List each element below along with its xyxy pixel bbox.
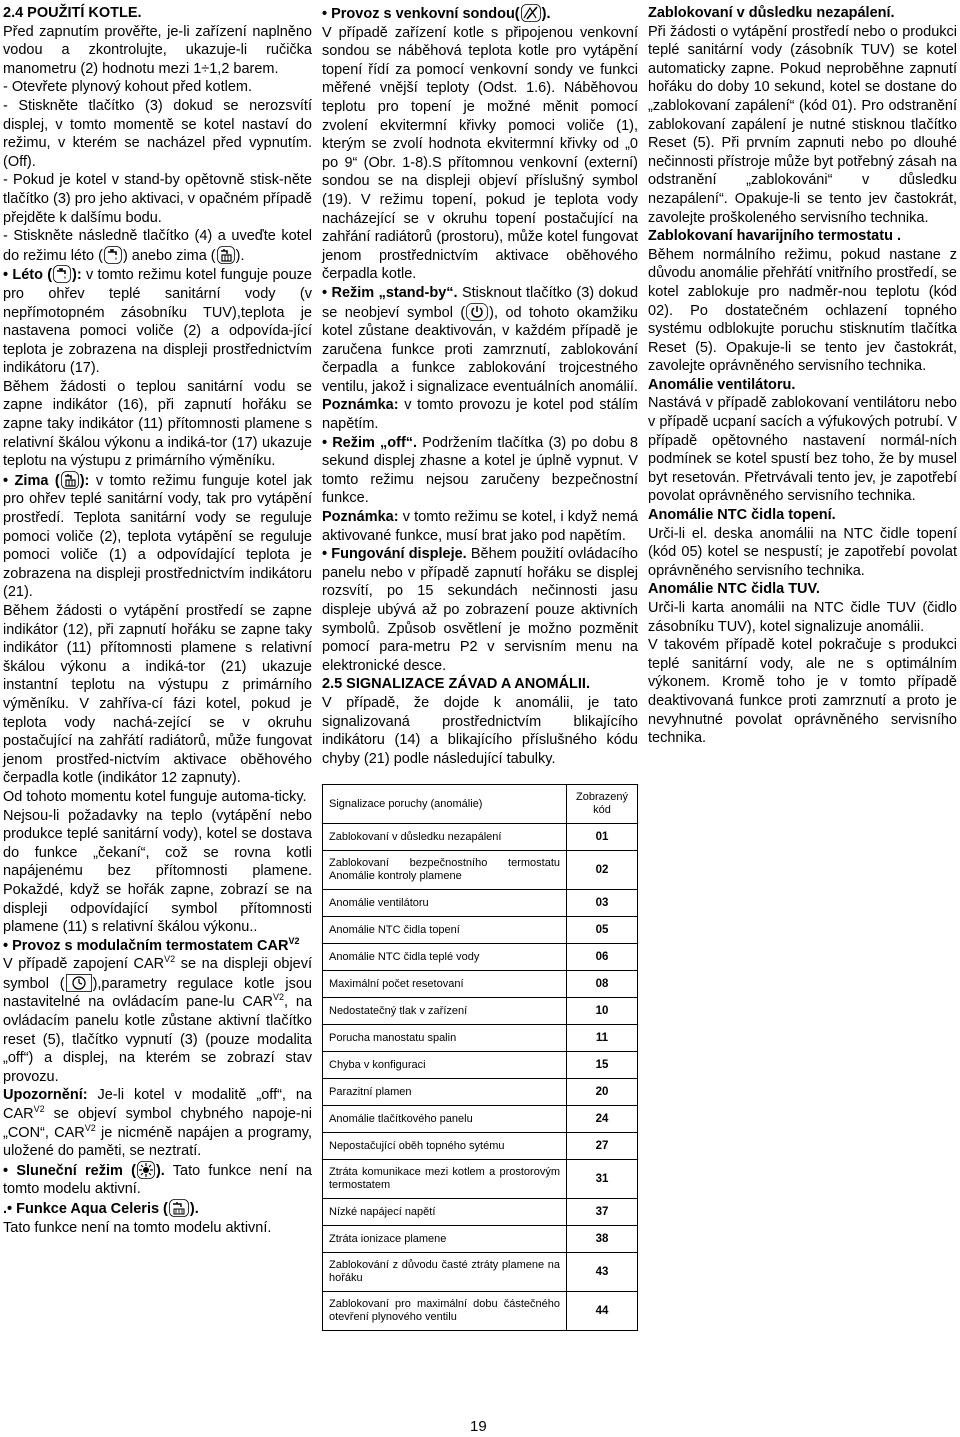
- table-row: [323, 851, 638, 890]
- paragraph-note-off: [322, 508, 638, 545]
- note-label: Poznámka:: [322, 509, 399, 526]
- text-fragment: ).: [541, 6, 551, 22]
- text-fragment: v tomto provozu je kotel pod stálím napětím.: [322, 397, 638, 433]
- table-row: [323, 971, 638, 998]
- fault-code: 03: [567, 890, 638, 917]
- page-number: 19: [470, 1418, 487, 1435]
- paragraph-step-gas: - Otevřete plynový kohout před kotlem.: [3, 79, 253, 96]
- text-fragment: se na displeji objeví symbol (: [3, 956, 313, 992]
- heading-ntc-dhw: Anomálie NTC čidla TUV.: [648, 581, 820, 598]
- text-fragment: ):: [72, 267, 82, 284]
- superscript: V2: [84, 1122, 96, 1133]
- paragraph-solar: [3, 1161, 312, 1199]
- summer-tap-icon: [104, 246, 122, 264]
- error-code-table: [322, 784, 638, 1331]
- fault-code: 27: [567, 1133, 638, 1160]
- table-row: [323, 824, 638, 851]
- paragraph-summer: [3, 265, 312, 378]
- fault-label: Zablokovaní bezpečnostního termostatu Anomálie kontroly plamene: [323, 851, 567, 890]
- fault-label: Maximální počet resetovaní: [323, 971, 567, 998]
- fault-code: 02: [567, 851, 638, 890]
- fault-code: 06: [567, 944, 638, 971]
- text-fragment: ).: [155, 1162, 165, 1179]
- paragraph-off-mode: [322, 434, 638, 508]
- paragraph-note-standby: [322, 396, 638, 433]
- text-fragment: ) anebo zima (: [122, 247, 216, 264]
- fault-label: Anomálie tlačítkového panelu: [323, 1106, 567, 1133]
- heading-thermostat-lockout: Zablokovaní havarijního termostatu .: [648, 228, 901, 245]
- fault-label: Zablokování z důvodu časté ztráty plamene na hořáku: [323, 1253, 567, 1292]
- paragraph-step-standby: - Pokud je kotel v stand-by opětovně stisk-něte tlačítko (3) pro jeho aktivaci, v opačném případě přejděte k dalšímu bodu.: [3, 172, 312, 226]
- paragraph-ntc-heating: Urči-li el. deska anomálii na NTC čidle topení (kód 05) kotel se nespustí; je zapotřebí povolat oprávněného servisního technika.: [648, 525, 957, 579]
- fault-code: 37: [567, 1199, 638, 1226]
- paragraph-fan-anomaly: Nastává v případě zablokovaní ventilátoru nebo v případě ucpaní sacích a výfukových potrubí. V případě opětovného nastavení normál-ních podmínek se kotel spustí bez toho, že by musel byt resetován. Přetrvávali tento jev, je zapotřebí povolat oprávněného servisního technika.: [648, 395, 957, 505]
- superscript: V2: [33, 1104, 45, 1115]
- table-row: [323, 1226, 638, 1253]
- clock-icon: [66, 974, 92, 992]
- fault-code: 43: [567, 1253, 638, 1292]
- outdoor-sensor-icon: [521, 4, 541, 22]
- paragraph-step-power: - Stiskněte tlačítko (3) dokud se nerozsvítí displej, v tomto momentě se kotel nastaví do režimu, v kterém se nacházel před vypnutím.(Off).: [3, 97, 312, 170]
- paragraph-summer-detail: Během žádosti o teplou sanitární vodu se zapne indikátor (16), při zapnutí hořáku se zapne taky indikátor (11) přítomnosti plamene s relativní škálou výkonu a indiká-tor (17) ukazuje teplotu na výstupu z primárního výměníku.: [3, 378, 312, 470]
- table-row: [323, 1253, 638, 1292]
- fault-code: 44: [567, 1292, 638, 1331]
- fault-code: 38: [567, 1226, 638, 1253]
- paragraph-ignition-lockout: Při žádosti o vytápění prostředí nebo o produkci teplé sanitární vody (zásobník TUV) se kotel automaticky zapne. Pokud neproběhne zapnutí hořáku do doby 10 sekund, kotel se dostane do „zablokovaní zapálení“ (kód 01). Pro odstranění zablokovaní zapálení je nutné stisknou tlačítko Reset (5). Při prvním zapnuti nebo po dlouhé nečinnosti přístroje může byt potřebný zásah na odstranění „zablokováni“ v důsledku nezapálení“. Opakuje-li se tento jev častokrát, zavolejte proškoleného servisního technika.: [648, 23, 957, 226]
- fault-label: Ztráta ionizace plamene: [323, 1226, 567, 1253]
- table-row: [323, 1292, 638, 1331]
- table-row: [323, 1199, 638, 1226]
- summer-mode-text: v tomto režimu kotel funguje pouze pro ohřev teplé sanitární vody (v nepřímotopném zásobníku TUV),teplota je nastavena pomoci voliče (2) a odpovída-jící teplota je zobrazena na displeji prostřednictvím indikátoru (17).: [3, 267, 312, 377]
- fault-label: Nepostačující oběh topného sytému: [323, 1133, 567, 1160]
- fault-label: Zablokovaní v důsledku nezapálení: [323, 824, 567, 851]
- text-fragment: ).: [235, 247, 245, 264]
- paragraph-thermostat-lockout: Během normálního režimu, pokud nastane z důvodu anomálie přehřátí vnitřního prostředí, se kotel zablokuje pro nadměr-nou teplotu (kód 02). Po dostatečném ochlazení topného systému odblokujte poruchu stisknutím tlačítka Reset (5). Opakuje-li se tento jev častokrát, zavolejte oprávněného servisního technika.: [648, 246, 957, 375]
- superscript: V2: [288, 935, 300, 946]
- text-fragment: se objeví symbol chybného napoje-ni „CON“, CAR: [3, 1106, 312, 1141]
- superscript: V2: [164, 954, 176, 965]
- fault-label: Anomálie NTC čidla teplé vody: [323, 944, 567, 971]
- sun-icon: [137, 1161, 155, 1179]
- text-fragment: Během použití ovládacího panelu nebo v případě zapnutí hořáku se displej rozsvítí, po 15 sekundách nečinnosti jasu displeje ubývá až po zobrazení pouze aktivních symbolů. Způsob osvětlení je možno pozměnit pomocí para-metru P2 v servisním menu na elektronické desce.: [322, 546, 638, 674]
- paragraph-warning: [3, 1086, 312, 1160]
- solar-mode-title: • Sluneční režim (: [3, 1162, 136, 1179]
- paragraph-standby-mode: [322, 284, 638, 397]
- paragraph-ntc-dhw: Urči-li karta anomálii na NTC čidle TUV (čidlo zásobníku TUV), kotel signalizuje anomálii.: [648, 600, 957, 635]
- table-row: [323, 1079, 638, 1106]
- fault-code: 24: [567, 1106, 638, 1133]
- text-fragment: Je-li kotel v modalitě „off“, na CAR: [3, 1087, 312, 1123]
- winter-mode-title: • Zima (: [3, 472, 60, 489]
- heading-fan-anomaly: Anomálie ventilátoru.: [648, 376, 796, 393]
- summer-tap-icon: [53, 265, 71, 283]
- table-row: [323, 998, 638, 1025]
- warning-label: Upozornění:: [3, 1087, 88, 1104]
- text-fragment: ):: [79, 472, 90, 489]
- table-row: [323, 1052, 638, 1079]
- text-fragment: • Provoz s venkovní sondou(: [322, 6, 520, 22]
- text-fragment: - Stiskněte následně tlačítko (4) a uveďte kotel do režimu léto (: [3, 228, 312, 264]
- fault-label: Porucha manostatu spalin: [323, 1025, 567, 1052]
- paragraph-aqua: Tato funkce není na tomto modelu aktivní.: [3, 1219, 272, 1236]
- paragraph-waiting: Nejsou-li požadavky na teplo (vytápění nebo produkce teplé sanitární vody), kotel se dostava do funkce „čekaní“, což se rovna kotli napájenému bez přítomnosti plamene. Pokaždé, když se hořák zapne, zobrazí se na displeji odpovídající symbol přítomnosti plamene (11) s relativní škálou výkonu..: [3, 807, 312, 936]
- table-row: [323, 890, 638, 917]
- fault-label: Zablokovaní pro maximální dobu částečného otevření plynového ventilu: [323, 1292, 567, 1331]
- table-row: [323, 1160, 638, 1199]
- superscript: V2: [272, 992, 284, 1003]
- off-mode-title: • Režim „off“.: [322, 434, 418, 451]
- paragraph-winter-detail: Během žádosti o vytápění prostředí se zapne indikátor (12), při zapnutí hořáku se zapne taky indikátor (11) přítomnosti plamene s relativní škálou výkonu a indiká-tor (21) ukazuje instantní teplotu na výstupu z primárního výměníku. V zahříva-cí fázi kotel, pokud je teplota vody nachá-zející se v okruhu postačující na zahřátí radiátorů, může fungovat jenom prostřed-nictvím aktivace oběhového čerpadla kotle (indikátor 12 zapnuty).: [3, 603, 312, 787]
- fault-code: 15: [567, 1052, 638, 1079]
- winter-radiator-icon: [61, 471, 79, 489]
- fault-code: 10: [567, 998, 638, 1025]
- column-right: [648, 4, 957, 748]
- text-fragment: ),parametry regulace kotle jsou nastavitelné na ovládacím pane-lu CAR: [3, 975, 312, 1011]
- fault-label: Chyba v konfiguraci: [323, 1052, 567, 1079]
- text-fragment: v tomto režimu se kotel, i když nemá aktivované funkce, musí brat jako pod napětím.: [322, 509, 638, 544]
- text-fragment: Stisknout tlačítko (3) dokud se neobjeví symbol (: [322, 284, 639, 321]
- standby-icon: [466, 303, 488, 321]
- column-left: [3, 4, 312, 1237]
- section-heading-usage: 2.4 POUŽITÍ KOTLE.: [3, 5, 142, 21]
- aqua-celeris-icon: [169, 1199, 189, 1217]
- text-fragment: .• Funkce Aqua Celeris (: [3, 1201, 168, 1217]
- paragraph-winter: [3, 471, 312, 602]
- fault-label: Nedostatečný tlak v zařízení: [323, 998, 567, 1025]
- table-row: [323, 944, 638, 971]
- aqua-celeris-title: [3, 1199, 312, 1219]
- paragraph-outdoor: V případě zařízení kotle s připojenou venkovní sondou se náběhová teplota kotle pro vytápění topení řídí za pomocí venkovní sondy ve funkci měřené vnější teploty (Odst. 1.6). Náběhovou teplotu pro topení je možné měnit pomocí zvolení ekvitermní křivky pomoci voliče (1), kterým se zvolí hodnota ekvitermní křivky od „0 po 9“ (Obr. 1-8).S přítomnou venkovní (externí) sondou se na displeji objeví příslušný symbol (19). V režimu topení, pokud je teplota vody nacházející se v okruhu topení postačující na zahřání radiátorů (prostoru), může kotel fungovat jenom prostřednictvím aktivace oběhového čerpadla kotle.: [322, 24, 638, 283]
- winter-mode-text: v tomto režimu funguje kotel jak pro ohřev teplé sanitární vody, tak pro vytápění prostředí. Teplota sanitární vody se reguluje pomoci voliče (2), teplota vytápění se reguluje pomoci voliče (1) a odpovídající teplota je zobrazena na displeji prostřednictvím indikátoru (21).: [3, 472, 312, 601]
- heading-ignition-lockout: Zablokovaní v důsledku nezapálení.: [648, 5, 895, 21]
- heading-ntc-heating: Anomálie NTC čidla topení.: [648, 507, 836, 524]
- table-row: [323, 917, 638, 944]
- table-row: [323, 1133, 638, 1160]
- display-title: • Fungování displeje.: [322, 546, 467, 563]
- text-fragment: V případě zapojení CAR: [3, 956, 165, 973]
- car-section-title: [3, 937, 312, 956]
- solar-mode-text: Tato funkce není na tomto modelu aktivní.: [3, 1162, 312, 1198]
- paragraph-intro: Před zapnutím prověřte, je-li zařízení naplněno vodou a zkontrolujte, ukazuje-li ručička manometru (2) hodnotu mezi 1÷1,2 barem.: [3, 23, 312, 77]
- paragraph-auto: Od tohoto momentu kotel funguje automa-ticky.: [3, 788, 307, 805]
- text-fragment: ), od tohoto okamžiku kotel zůstane deaktivován, v každém případě je zaručena funkce proti zamrznutí, zablokování čerpadla a funkce zablokování trojcestného ventilu, jakož i signalizace eventuálních anomálií.: [322, 304, 638, 395]
- header-signal: Signalizace poruchy (anomálie): [323, 785, 567, 824]
- text-fragment: je nicméně napájen a programy, uložené do paměti, se neztratí.: [3, 1124, 312, 1160]
- section-heading-signals: 2.5 SIGNALIZACE ZÁVAD A ANOMÁLII.: [322, 676, 590, 693]
- winter-radiator-icon: [217, 246, 235, 264]
- fault-code: 20: [567, 1079, 638, 1106]
- fault-code: 05: [567, 917, 638, 944]
- column-middle: [322, 4, 638, 1331]
- fault-label: Ztráta komunikace mezi kotlem a prostorovým termostatem: [323, 1160, 567, 1199]
- fault-label: Parazitní plamen: [323, 1079, 567, 1106]
- fault-label: Anomálie NTC čidla topení: [323, 917, 567, 944]
- text-fragment: • Provoz s modulačním termostatem CAR: [3, 937, 289, 954]
- paragraph-signals: V případě, že dojde k anomálii, je tato signalizovaná prostřednictvím blikajícího indikátoru (14) a blikajícího příslušného kódu chyby (21) podle následující tabulky.: [322, 694, 638, 767]
- table-row: [323, 1025, 638, 1052]
- paragraph-ntc-dhw-detail: V takovém případě kotel pokračuje s produkci teplé sanitární vody, ale ne s optimálním výkonem. Kromě toho je v tomto případě deaktivovaná funkce proti zamrznutí a proto je nevyhnutné povolat oprávněného servisního technika.: [648, 637, 957, 747]
- fault-code: 31: [567, 1160, 638, 1199]
- note-label: Poznámka:: [322, 397, 399, 414]
- text-fragment: , na ovládacím panelu kotle zůstane aktivní tlačítko reset (5), tlačítko vypnutí (3) (pouze modalita „off“) a displej, na kterém se zobrazí stav provozu.: [3, 994, 313, 1085]
- table-header-row: [323, 785, 638, 824]
- outdoor-sensor-title: [322, 4, 638, 24]
- fault-code: 01: [567, 824, 638, 851]
- table-body: [323, 824, 638, 1331]
- paragraph-step-mode: [3, 227, 312, 265]
- fault-label: Nízké napájecí napětí: [323, 1199, 567, 1226]
- header-code: Zobrazený kód: [567, 785, 638, 824]
- standby-mode-title: • Režim „stand-by“.: [322, 284, 458, 301]
- paragraph-display: [322, 545, 638, 675]
- paragraph-car: [3, 955, 312, 1086]
- table-row: [323, 1106, 638, 1133]
- summer-mode-title: • Léto (: [3, 267, 53, 284]
- fault-code: 11: [567, 1025, 638, 1052]
- fault-label: Anomálie ventilátoru: [323, 890, 567, 917]
- fault-code: 08: [567, 971, 638, 998]
- text-fragment: Podržením tlačítka (3) po dobu 8 sekund displej zhasne a kotel je úplně vypnut. V tomto režimu nejsou zaručeny bezpečnostní funkce.: [322, 434, 638, 507]
- text-fragment: ).: [189, 1201, 199, 1217]
